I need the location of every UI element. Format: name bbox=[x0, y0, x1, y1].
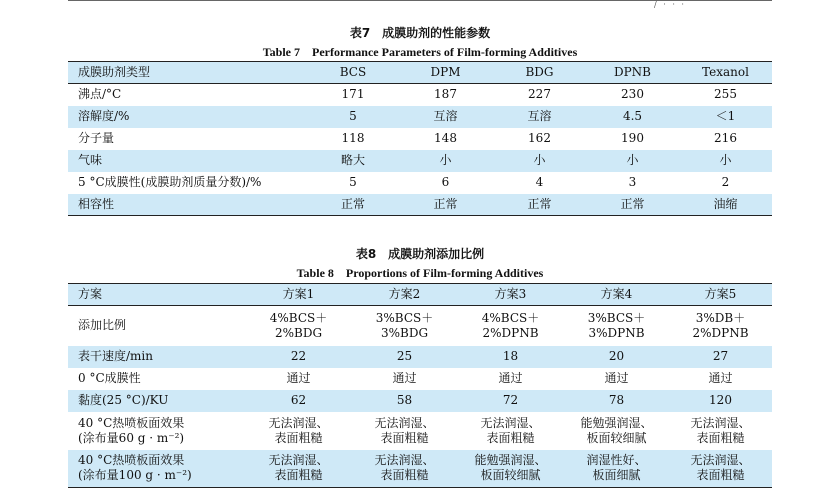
table7-cell: 6 bbox=[441, 175, 450, 189]
table8-cell bbox=[352, 306, 457, 346]
table7-header-cell: Texanol bbox=[702, 65, 749, 79]
table8-cell-line: 板面较细腻 bbox=[586, 430, 647, 445]
table8-header-cell: 方案4 bbox=[600, 287, 633, 301]
table7-caption-cn: 表7 成膜助剂的性能参数 bbox=[349, 26, 491, 40]
table8-cell bbox=[457, 450, 564, 488]
table7-cell: 227 bbox=[528, 87, 551, 102]
table8-cell: 58 bbox=[396, 393, 413, 407]
table7-cell: 互溶 bbox=[527, 109, 552, 123]
table7-cell: 小 bbox=[719, 153, 732, 167]
table7-cell: 溶解度/% bbox=[78, 109, 130, 123]
table8-cell-line: 2%DPNB bbox=[482, 325, 539, 340]
table-row bbox=[68, 128, 772, 150]
table8-cell-line: 添加比例 bbox=[78, 318, 127, 333]
table8-cell-line: 无法润湿、 bbox=[690, 415, 751, 430]
table7-caption-en: Table 7 Performance Parameters of Film-forming Additives bbox=[262, 45, 578, 59]
table8-header-cell: 方案1 bbox=[282, 287, 315, 301]
table8-header-cell: 方案3 bbox=[494, 287, 527, 301]
table7-cell: 互溶 bbox=[433, 109, 458, 123]
table7-cell: 略大 bbox=[340, 153, 365, 167]
table7-cell: 正常 bbox=[527, 196, 552, 211]
table8-header-row bbox=[68, 284, 772, 306]
table7-header-cell: BCS bbox=[339, 65, 367, 79]
table8-cell-line: 表面粗糙 bbox=[486, 430, 535, 445]
table8-header-cell: 方案 bbox=[78, 287, 103, 301]
table8-cell bbox=[564, 412, 669, 450]
table7-cell: 4 bbox=[535, 175, 544, 189]
table7-cell: 230 bbox=[621, 87, 644, 102]
table7-cell: 162 bbox=[528, 131, 551, 145]
table8-cell: 27 bbox=[712, 349, 729, 363]
table7-cell: 正常 bbox=[620, 196, 645, 211]
table8-cell: 72 bbox=[502, 393, 519, 407]
table-row bbox=[68, 150, 772, 172]
table7-cell: 油缩 bbox=[713, 196, 738, 211]
table8-header-cell: 方案5 bbox=[704, 287, 737, 301]
table8-cell bbox=[564, 450, 669, 488]
table8-cell: 通过 bbox=[604, 371, 629, 385]
table8-cell: 通过 bbox=[286, 371, 311, 385]
table8-cell bbox=[68, 412, 245, 450]
table-row bbox=[68, 412, 772, 450]
table-row bbox=[68, 368, 772, 390]
table7-cell: 5 bbox=[349, 109, 357, 123]
table8-cell: 78 bbox=[608, 393, 625, 407]
table7-cell: 正常 bbox=[433, 196, 458, 211]
table8-cell-line: 表面粗糙 bbox=[274, 468, 323, 483]
table8-cell: 22 bbox=[290, 349, 307, 363]
table7-header-cell: DPNB bbox=[613, 65, 651, 79]
table8-cell-line: 无法润湿、 bbox=[268, 453, 329, 468]
table7-cell: 相容性 bbox=[78, 196, 115, 211]
table8-cell bbox=[245, 306, 352, 346]
table8-cell bbox=[457, 306, 564, 346]
table8-cell-line: 表面粗糙 bbox=[696, 430, 745, 445]
table-row bbox=[68, 450, 772, 488]
table8-caption-cn: 表8 成膜助剂添加比例 bbox=[355, 247, 485, 261]
table8-cell bbox=[669, 306, 772, 346]
table8-cell-line: 润湿性好、 bbox=[586, 453, 647, 468]
table8-cell-line: 无法润湿、 bbox=[374, 453, 435, 468]
table7-header-cell: BDG bbox=[525, 65, 554, 79]
table8-cell-line: 4%BCS＋ bbox=[481, 310, 540, 325]
table7-cell: 5 bbox=[349, 175, 357, 189]
table7-header-row bbox=[68, 62, 772, 84]
table8-cell-line: 2%DPNB bbox=[692, 325, 749, 340]
table8-cell: 通过 bbox=[708, 371, 733, 385]
table8-cell-line: 表面粗糙 bbox=[380, 468, 429, 483]
table7-cell: 4.5 bbox=[622, 109, 643, 123]
table8-cell bbox=[457, 412, 564, 450]
table7-cell: 正常 bbox=[340, 196, 365, 211]
table7-cell: 255 bbox=[714, 87, 737, 102]
table7-cell: 分子量 bbox=[78, 131, 115, 145]
table7-cell: 148 bbox=[434, 131, 457, 145]
table8-cell bbox=[669, 412, 772, 450]
table7 bbox=[68, 61, 772, 216]
table7-cell: 216 bbox=[714, 131, 737, 145]
table8-cell: 表干速度/min bbox=[78, 349, 153, 363]
table8-cell-line: 40 °C热喷板面效果 bbox=[78, 453, 185, 468]
table8-cell bbox=[68, 450, 245, 488]
table-row bbox=[68, 84, 772, 106]
table7-header-cell: DPM bbox=[430, 65, 461, 79]
table-row bbox=[68, 346, 772, 368]
table8-cell-line: 能勉强润湿、 bbox=[580, 415, 653, 430]
table8-header-cell: 方案2 bbox=[388, 287, 421, 301]
table7-cell: 3 bbox=[628, 175, 637, 189]
table8-cell bbox=[669, 450, 772, 488]
table8-cell-line: 表面粗糙 bbox=[696, 468, 745, 483]
table8-cell bbox=[245, 412, 352, 450]
table8-cell: 通过 bbox=[498, 371, 523, 385]
table8-cell-line: (涂布量60 g · m⁻²) bbox=[78, 430, 185, 445]
table7-cell: 190 bbox=[621, 131, 644, 145]
table8-cell: 0 °C成膜性 bbox=[78, 371, 141, 385]
table8-cell-line: 无法润湿、 bbox=[690, 453, 751, 468]
table8-cell: 20 bbox=[608, 349, 625, 363]
table8-cell: 黏度(25 °C)/KU bbox=[78, 393, 169, 407]
table8-cell-line: 3%DPNB bbox=[588, 325, 645, 340]
table-row bbox=[68, 390, 772, 412]
table8-cell-line: 板面较细腻 bbox=[480, 468, 541, 483]
table7-cell: 2 bbox=[721, 175, 730, 189]
table8-cell-line: 2%BDG bbox=[274, 325, 323, 340]
table-row bbox=[68, 194, 772, 216]
table8-cell bbox=[564, 306, 669, 346]
table8-cell-line: 3%BCS＋ bbox=[375, 310, 434, 325]
table8-cell: 通过 bbox=[392, 371, 417, 385]
table8-cell bbox=[352, 412, 457, 450]
header-fragment: / · · · bbox=[654, 0, 686, 9]
table8 bbox=[68, 283, 772, 488]
table7-cell: 5 °C成膜性(成膜助剂质量分数)/% bbox=[78, 175, 262, 189]
table8-caption-en: Table 8 Proportions of Film-forming Additives bbox=[296, 266, 544, 280]
table8-cell-line: 40 °C热喷板面效果 bbox=[78, 415, 185, 430]
table8-cell-line: 4%BCS＋ bbox=[269, 310, 328, 325]
table-row bbox=[68, 306, 772, 346]
table8-cell-line: 板面细腻 bbox=[592, 468, 641, 483]
table7-cell: 沸点/°C bbox=[78, 87, 122, 102]
table8-cell-line: 3%DB＋ bbox=[695, 310, 746, 325]
table8-cell-line: 能勉强润湿、 bbox=[474, 453, 547, 468]
table7-header-cell: 成膜助剂类型 bbox=[78, 65, 151, 79]
table8-cell: 120 bbox=[709, 393, 732, 407]
table7-cell: 118 bbox=[341, 131, 365, 145]
table7-cell: 小 bbox=[626, 153, 639, 167]
table7-cell: 小 bbox=[533, 153, 546, 167]
table8-cell: 25 bbox=[396, 349, 413, 363]
table8-cell-line: 3%BCS＋ bbox=[587, 310, 646, 325]
table8-cell-line: 表面粗糙 bbox=[274, 430, 323, 445]
table-row bbox=[68, 172, 772, 194]
table8-cell-line: 无法润湿、 bbox=[374, 415, 435, 430]
table8-cell bbox=[352, 450, 457, 488]
table8-cell: 62 bbox=[290, 393, 307, 407]
table8-cell-line: 3%BDG bbox=[380, 325, 429, 340]
table-row bbox=[68, 106, 772, 128]
table8-cell bbox=[245, 450, 352, 488]
table8-cell-line: 表面粗糙 bbox=[380, 430, 429, 445]
table7-cell: 187 bbox=[434, 87, 457, 102]
table7-cell: 小 bbox=[439, 153, 452, 167]
table7-cell: ＜1 bbox=[715, 109, 736, 123]
table8-cell bbox=[68, 306, 245, 346]
table7-cell: 171 bbox=[341, 87, 365, 102]
table8-cell: 18 bbox=[502, 349, 519, 363]
table8-cell-line: 无法润湿、 bbox=[480, 415, 541, 430]
table8-cell-line: 无法润湿、 bbox=[268, 415, 329, 430]
table8-cell-line: (涂布量100 g · m⁻²) bbox=[78, 468, 192, 483]
table7-cell: 气味 bbox=[78, 153, 103, 167]
